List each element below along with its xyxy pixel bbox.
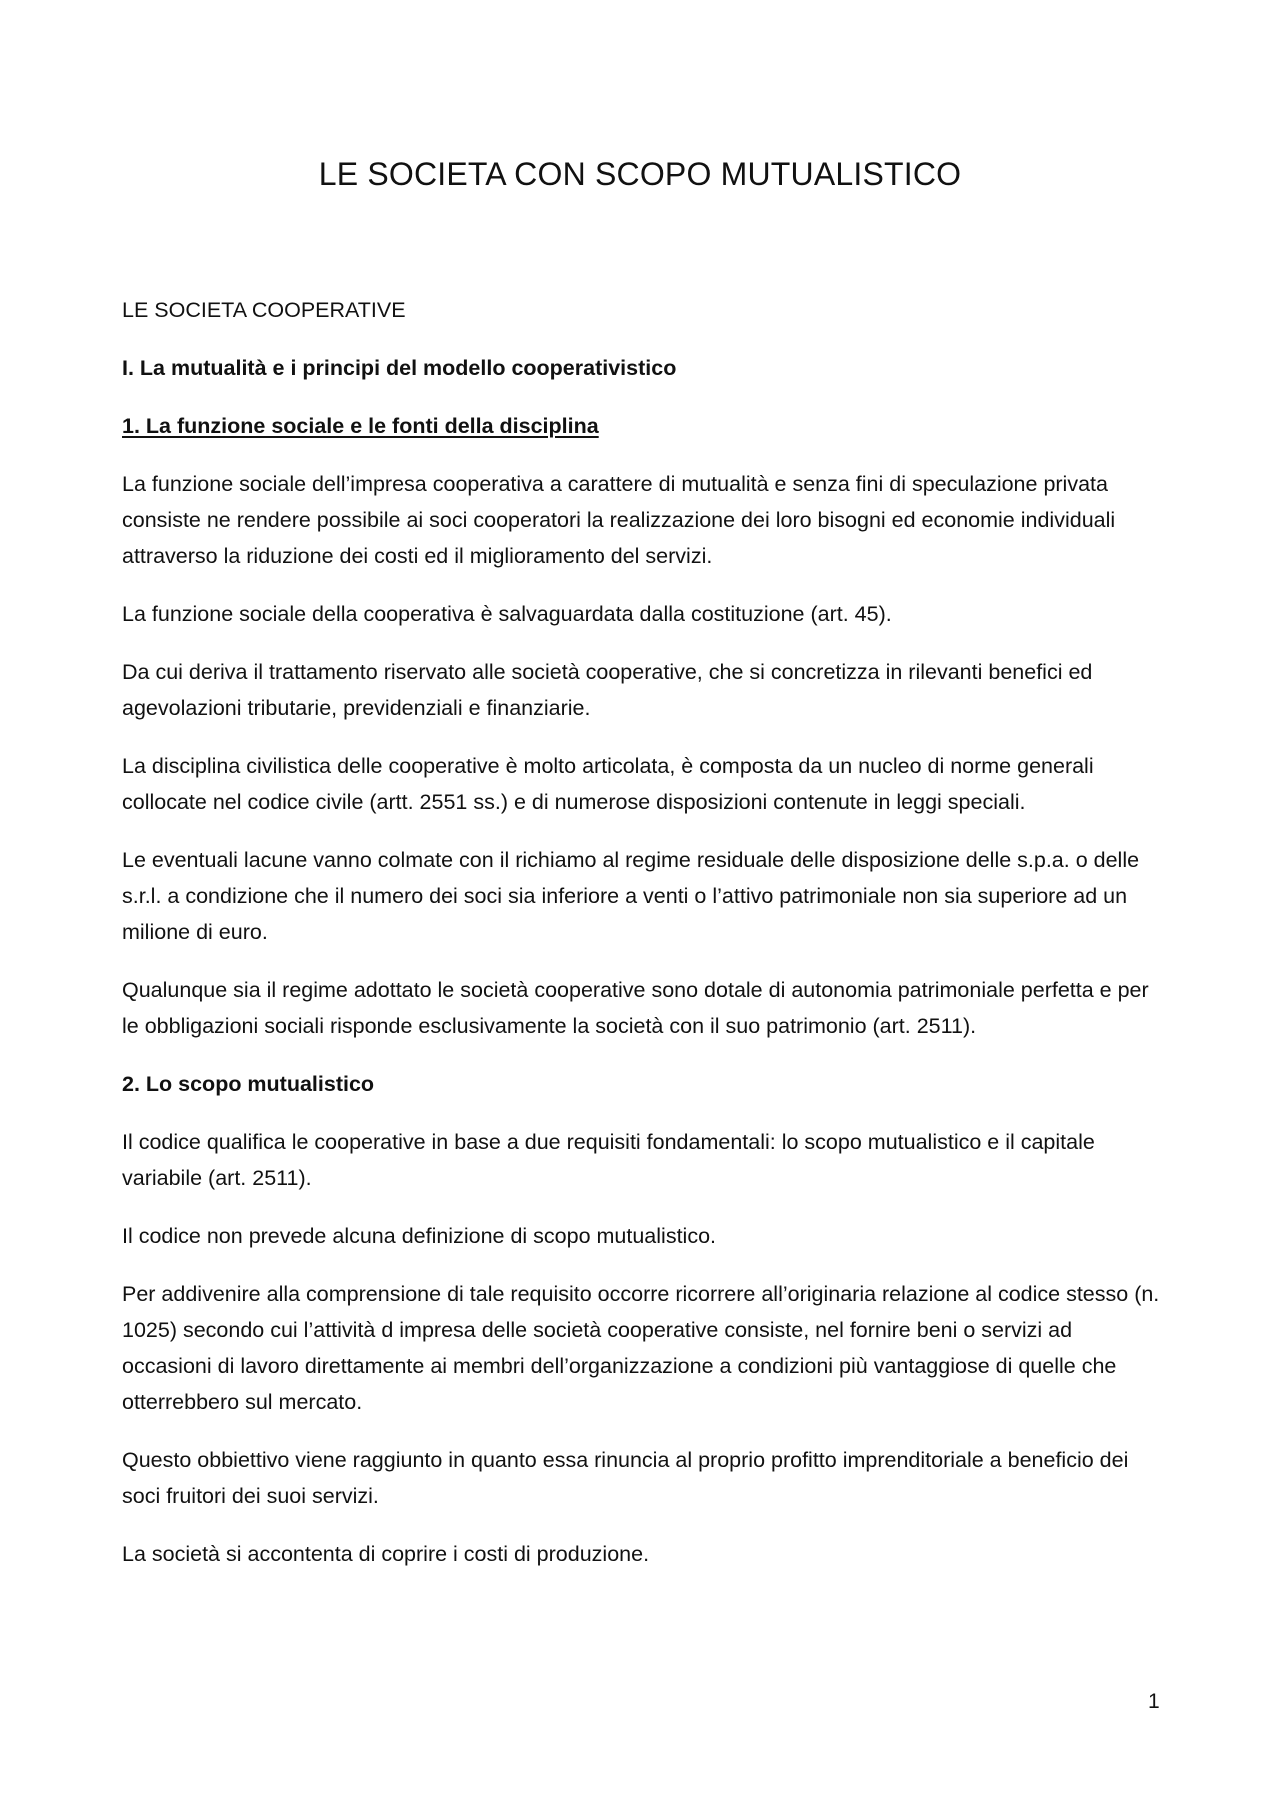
- chapter-heading: I. La mutualità e i principi del modello cooperativistico: [122, 356, 677, 380]
- paragraph: Da cui deriva il trattamento riservato alle società cooperative, che si concretizza in rilevanti benefici ed agevolazioni tributarie, previdenziali e finanziarie.: [122, 660, 1093, 720]
- paragraph: Il codice qualifica le cooperative in base a due requisiti fondamentali: lo scopo mutualistico e il capitale variabile (art. 2511).: [122, 1130, 1095, 1190]
- section-title: LE SOCIETA COOPERATIVE: [122, 298, 406, 322]
- document-body: [122, 292, 1162, 1594]
- heading-funzione-sociale: 1. La funzione sociale e le fonti della disciplina: [122, 414, 599, 438]
- paragraph: Il codice non prevede alcuna definizione di scopo mutualistico.: [122, 1224, 717, 1248]
- paragraph: La funzione sociale dell’impresa cooperativa a carattere di mutualità e senza fini di speculazione privata consiste ne rendere possibile ai soci cooperatori la realizzazione dei loro bisogni ed economie individuali attraverso la riduzione dei costi ed il miglioramento del servizi.: [122, 472, 1116, 568]
- paragraph: La società si accontenta di coprire i costi di produzione.: [122, 1542, 650, 1566]
- paragraph: Per addivenire alla comprensione di tale requisito occorre ricorrere all’originaria relazione al codice stesso (n. 1025) secondo cui l’attività d impresa delle società cooperative consiste, nel fornire beni o servizi ad occasioni di lavoro direttamente ai membri dell’organizzazione a condizioni più vantaggiose di quelle che otterrebbero sul mercato.: [122, 1282, 1160, 1414]
- paragraph: La funzione sociale della cooperativa è salvaguardata dalla costituzione (art. 45).: [122, 602, 892, 626]
- paragraph: Qualunque sia il regime adottato le società cooperative sono dotale di autonomia patrimoniale perfetta e per le obbligazioni sociali risponde esclusivamente la società con il suo patrimonio (art. 2511).: [122, 978, 1149, 1038]
- paragraph: Questo obbiettivo viene raggiunto in quanto essa rinuncia al proprio profitto imprenditoriale a beneficio dei soci fruitori dei suoi servizi.: [122, 1448, 1129, 1508]
- paragraph: Le eventuali lacune vanno colmate con il richiamo al regime residuale delle disposizione delle s.p.a. o delle s.r.l. a condizione che il numero dei soci sia inferiore a venti o l’attivo patrimoniale non sia superiore ad un milione di euro.: [122, 848, 1140, 944]
- page-number: 1: [1148, 1690, 1160, 1713]
- paragraph: La disciplina civilistica delle cooperative è molto articolata, è composta da un nucleo di norme generali collocate nel codice civile (artt. 2551 ss.) e di numerose disposizioni contenute in leggi speciali.: [122, 754, 1094, 814]
- heading-scopo-mutualistico: 2. Lo scopo mutualistico: [122, 1072, 375, 1096]
- document-title: LE SOCIETA CON SCOPO MUTUALISTICO: [318, 156, 962, 192]
